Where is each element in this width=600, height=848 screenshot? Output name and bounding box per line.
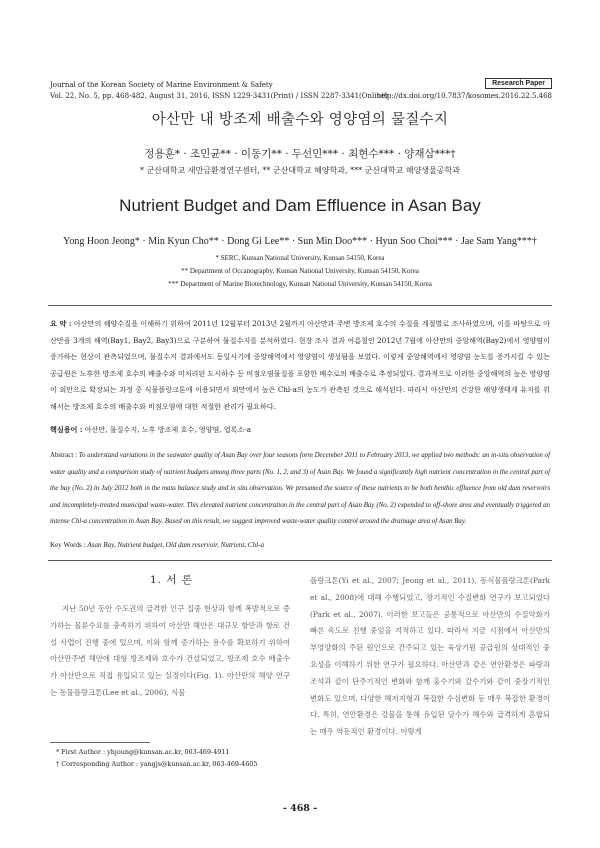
korean-authors: 정용훈* · 조민균** · 이동기** · 두선민*** · 최현수*** · 양재삼***†: [144, 148, 456, 160]
korean-abstract-text: 아산만의 해양수질을 이해하기 위하여 2011년 12월부터 2013년 2월까지 아산만과 주변 방조제 호수의 수질을 계절별로 조사하였으며, 이를 바탕으로 아산만을 3개의 해역(Bay1, Bay2, Bay3)으로 구분하여 물질수지를 분석하였다. 현장 조사 결과 여름철인 2012년 7월에 아산만의 중앙해역(Bay2)에서 영양염이 증가하는 현상이 관측되었으며, 물질수지 결과에서도 동일시기에 중앙해역에서 영양염이 생성됨을 보였다. 이렇게 중앙해역에서 영양염 농도를 증가시킬 수 있는 공급원은 노후한 방조제 호수의 배출수와 미처리된 도시하수 등 비점오염물질을 포함한 배수로의 배출수로 추정되었다. 결과적으로 이러한 중앙해역의 높은 영양염이 외만으로 확장되는 과정 중 식물플랑크톤에 이용되면서 외만에서 높은 Chl-a의 농도가 관측된 것으로 해석된다. 따라서 아산만의 건강한 해양생태계 유지를 위해서는 방조제 호수의 배출수와 비점오염에 대한 적절한 관리가 필요하다.: [50, 319, 550, 411]
divider: [48, 560, 552, 561]
korean-abstract-label: 요 약 :: [50, 319, 72, 328]
volume-line: Vol. 22, No. 5, pp. 468-482, August 31, 2016, ISSN 1229-3431(Print) / ISSN 2287-3341(Online): [50, 92, 388, 100]
korean-affiliations: * 군산대학교 새만금환경연구센터, ** 군산대학교 해양학과, *** 군산대학교 해양생물공학과: [140, 166, 460, 175]
english-keywords: [50, 541, 550, 549]
english-affiliation-1: * SERC, Kunsan National University, Kunsan 54150, Korea: [215, 254, 385, 262]
english-title: Nutrient Budget and Dam Effluence in Asan Bay: [119, 196, 481, 215]
english-affiliation-2: ** Department of Occanography, Kunsan National University, Kunsan 54150, Korea: [181, 267, 419, 275]
english-keywords-text: Asan Bay, Nutrient budget, Old dam reservoir, Nutrient, Chl-a: [87, 541, 265, 549]
footnote-first-author: * First Author : yhjoung@kunsan.ac.kr, 063-469-4911: [56, 748, 230, 756]
english-authors: Yong Hoon Jeong* · Min Kyun Cho** · Dong Gi Lee** · Sun Min Doo*** · Hyun Soo Choi*** · Jae Sam Yang***†: [63, 236, 537, 247]
divider: [48, 305, 552, 306]
korean-title: 아산만 내 방조제 배출수와 영양염의 물질수지: [151, 112, 449, 128]
korean-keywords: [50, 425, 550, 435]
english-keywords-label: Key Words :: [50, 541, 86, 549]
body-right-column: 플랑크톤(Yi et al., 2007; Jeong et al., 2011), 동식물플랑크톤(Park et al., 2008)에 대해 수행되었고, 장기적인 수질변화 연구가 보고되었다(Park et al., 2007). 이러한 보고들은 공통적으로 아산만의 수질악화가 빠른 속도로 진행 중임을 지적하고 있다. 따라서 지금 시점에서 아산만의 부영양화의 주된 원인으로 간주되고 있는 육상기원 공급원의 상대적인 중요성을 이해하기 위한 연구가 필요하다. 아산만과 같은 연안환경은 파랑과 조석과 같이 단주기적인 변화와 함께 홍수기와 갈수기와 같이 중장기적인 변화도 있으며, 다양한 해저지형과 복잡한 수심변화 등 매우 복잡한 환경이다. 특히, 연안환경은 강물을 통해 유입된 담수가 해수와 급격하게 혼합되는 매우 역동적인 환경이다. 이렇게: [310, 576, 550, 737]
research-paper-badge: Research Paper: [485, 78, 552, 89]
english-abstract-text: To understand variations in the seawater quality of Asan Bay over four seasons form December 2011 to February 2013, we applied two methods: an in-situ observation of water quality and a comparison study of nutrient budgets among three parts (No. 1, 2, and 3) of Asan Bay. We found a significantly high nutrient concentration in the central part of the bay (No. 2) in July 2012 both in the mass balance study and in situ observation. We presumed the source of these nutrients to be both benthic effluence from old dam reservoirs and incompletely-treated municipal waste-water. This elevated nutrient concentration in the central part of Asan Bay (No. 2) expended to off-shore area and eventually triggered an intense Chl-a concentration in Asan Bay. Based on this result, we suggest improved waste-water quality control around the drainage area of Asan Bay.: [50, 452, 550, 526]
english-abstract: [50, 448, 550, 531]
footnote-divider: [50, 742, 150, 743]
page-number: - 468 -: [282, 803, 318, 814]
body-left-column: 지난 50년 동안 수도권의 급격한 인구 집중 현상과 함께 폭발적으로 증가하는 물류수요를 충족하기 위하여 아산만 해안은 대규모 항만과 항로 건설 사업이 진행 중에 있으며, 이와 함께 증가하는 용수를 확보하기 위하여 아산만주변 해안에 대형 방조제와 호수가 건설되었고, 방조제 호수 배출수가 아산만으로 직접 유입되고 있는 실정이다(Fig. 1). 아산만의 해양 연구는 동물플랑크톤(Lee et al., 2006), 식물: [50, 604, 290, 697]
section-title: 1. 서 론: [150, 574, 193, 586]
english-abstract-label: Abstract :: [50, 452, 78, 459]
korean-keywords-text: 아산만, 물질수지, 노후 방조제 호수, 영양염, 엽록소-a: [84, 425, 251, 434]
korean-abstract: [50, 316, 550, 416]
doi-link[interactable]: http://dx.doi.org/10.7837/kosomes.2016.22.5.468: [376, 92, 552, 100]
korean-keywords-label: 핵심용어 :: [50, 425, 83, 434]
journal-name: Journal of the Korean Society of Marine Environment & Safety: [50, 81, 273, 89]
footnote-corresponding-author: † Corresponding Author : yangjs@kunsan.ac.kr, 063-469-4605: [56, 760, 258, 768]
english-affiliation-3: *** Department of Marine Biotechnology, Kunsan National University, Kunsan 54150, Korea: [168, 280, 432, 288]
